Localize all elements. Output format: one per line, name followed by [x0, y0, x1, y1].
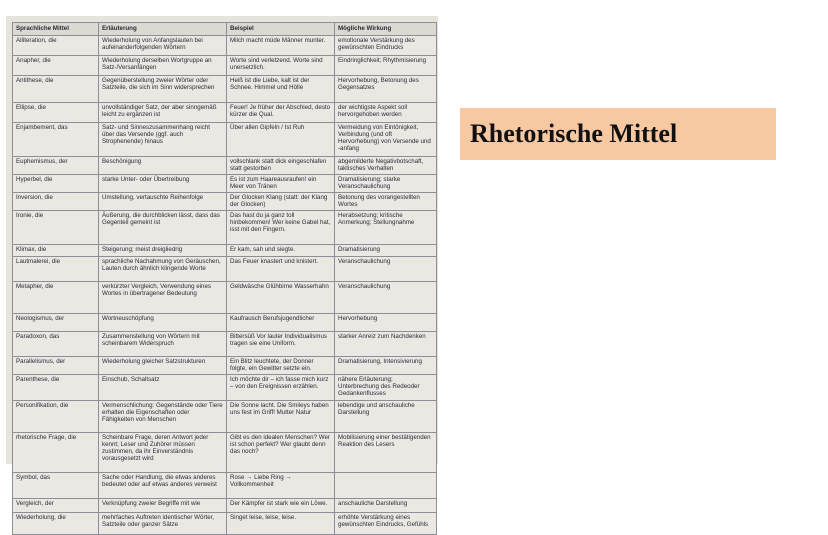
cell-device: Parallelismus, der — [13, 357, 99, 375]
table-row — [13, 175, 437, 193]
cell-device: Vergleich, der — [13, 499, 99, 513]
table-row — [13, 56, 437, 76]
cell-explanation: Zusammenstellung von Wörtern mit scheinbarem Widerspruch — [99, 332, 227, 357]
cell-explanation: Wortneuschöpfung — [99, 314, 227, 332]
cell-device: Personifikation, die — [13, 401, 99, 433]
cell-example: Worte sind verletzend. Worte sind unersetzlich. — [227, 56, 335, 76]
cell-device: Antithese, die — [13, 76, 99, 103]
cell-device: Parenthese, die — [13, 375, 99, 401]
cell-device: Ellipse, die — [13, 103, 99, 123]
cell-example: Der Kämpfer ist stark wie ein Löwe. — [227, 499, 335, 513]
cell-explanation: unvollständiger Satz, der aber sinngemäß leicht zu ergänzen ist — [99, 103, 227, 123]
cell-example: Rose → Liebe Ring → Vollkommenheit — [227, 473, 335, 499]
cell-effect: Betonung des vorangestellten Wortes — [335, 193, 437, 211]
table-row — [13, 473, 437, 499]
cell-explanation: Wiederholung gleicher Satzstrukturen — [99, 357, 227, 375]
cell-example: Das hast du ja ganz toll hinbekommen! Wer keine Gabel hat, isst mit den Fingern. — [227, 211, 335, 245]
cell-example: Er kam, sah und siegte. — [227, 245, 335, 257]
cell-example: Es ist zum Haareausraufen! ein Meer von Tränen — [227, 175, 335, 193]
cell-example: vollschlank statt dick eingeschlafen statt gestorben — [227, 157, 335, 175]
cell-effect — [335, 473, 437, 499]
cell-device: Paradoxon, das — [13, 332, 99, 357]
cell-explanation: Steigerung; meist dreigliedrig — [99, 245, 227, 257]
table-row — [13, 123, 437, 157]
cell-explanation: Verknüpfung zweier Begriffe mit wie — [99, 499, 227, 513]
cell-example: Heiß ist die Liebe, kalt ist der Schnee. Himmel und Hölle — [227, 76, 335, 103]
cell-effect: Dramatisierung — [335, 245, 437, 257]
cell-effect: emotionale Verstärkung des gewünschten Eindrucks — [335, 36, 437, 56]
table-row — [13, 211, 437, 245]
cell-device: Ironie, die — [13, 211, 99, 245]
cell-explanation: verkürzter Vergleich, Verwendung eines Wortes in übertragener Bedeutung — [99, 282, 227, 314]
cell-explanation: Wiederholung von Anfangslauten bei aufeinanderfolgenden Wörtern — [99, 36, 227, 56]
cell-example: Geldwäsche Glühbirne Wasserhahn — [227, 282, 335, 314]
cell-example: Feuer! Je früher der Abschied, desto kürzer die Qual. — [227, 103, 335, 123]
table-row — [13, 513, 437, 535]
table-row — [13, 282, 437, 314]
cell-device: Enjambement, das — [13, 123, 99, 157]
cell-effect: Herabsetzung; kritische Anmerkung; Stellungnahme — [335, 211, 437, 245]
cell-explanation: Wiederholung derselben Wortgruppe an Satz-/Versanfängen — [99, 56, 227, 76]
table-row — [13, 36, 437, 56]
cell-effect: abgemilderte Negativbotschaft, taktisches Verhalten — [335, 157, 437, 175]
cell-device: Hyperbel, die — [13, 175, 99, 193]
cell-example: Der Glocken Klang (statt: der Klang der Glocken) — [227, 193, 335, 211]
table-row — [13, 375, 437, 401]
cell-effect: der wichtigste Aspekt soll hervorgehoben werden — [335, 103, 437, 123]
table-row — [13, 245, 437, 257]
title-box — [460, 108, 776, 160]
cell-example: Über allen Gipfeln / Ist Ruh — [227, 123, 335, 157]
table-row — [13, 76, 437, 103]
page-title: Rhetorische Mittel — [470, 119, 678, 148]
cell-explanation: Einschub, Schaltsatz — [99, 375, 227, 401]
cell-explanation: Sache oder Handlung, die etwas anderes bedeutet oder auf etwas anderes verweist — [99, 473, 227, 499]
table-row — [13, 401, 437, 433]
cell-explanation: Umstellung, vertauschte Reihenfolge — [99, 193, 227, 211]
header-device: Sprachliche Mittel — [13, 23, 99, 36]
header-example: Beispiel — [227, 23, 335, 36]
cell-effect: starker Anreiz zum Nachdenken — [335, 332, 437, 357]
cell-explanation: Satz- und Sinneszusammenhang reicht über das Versende (ggf. auch Strophenende) hinaus — [99, 123, 227, 157]
table-row — [13, 257, 437, 282]
rhetoric-table — [12, 22, 437, 535]
cell-device: Klimax, die — [13, 245, 99, 257]
table-row — [13, 357, 437, 375]
cell-effect: erhöhte Verstärkung eines gewünschten Eindrucks, Gefühls — [335, 513, 437, 535]
cell-explanation: sprachliche Nachahmung von Geräuschen, Lauten durch ähnlich klingende Worte — [99, 257, 227, 282]
cell-example: Bittersüß Vor lauter Individualismus tragen sie eine Uniform. — [227, 332, 335, 357]
cell-explanation: starke Unter- oder Übertreibung — [99, 175, 227, 193]
cell-explanation: Scheinbare Frage, deren Antwort jeder kennt; Leser und Zuhörer müssen zustimmen, da ihr Einverständnis vorausgesetzt wird — [99, 433, 227, 473]
cell-example: Singet leise, leise, leise. — [227, 513, 335, 535]
cell-example: Milch macht müde Männer munter. — [227, 36, 335, 56]
cell-effect: Dramatisierung, Intensivierung — [335, 357, 437, 375]
header-effect: Mögliche Wirkung — [335, 23, 437, 36]
cell-explanation: Gegenüberstellung zweier Wörter oder Satzteile, die sich im Sinn widersprechen — [99, 76, 227, 103]
cell-device: Lautmalerei, die — [13, 257, 99, 282]
table-row — [13, 499, 437, 513]
cell-device: Alliteration, die — [13, 36, 99, 56]
cell-explanation: Beschönigung — [99, 157, 227, 175]
table-row — [13, 103, 437, 123]
cell-device: rhetorische Frage, die — [13, 433, 99, 473]
cell-effect: Dramatisierung; starke Veranschaulichung — [335, 175, 437, 193]
cell-explanation: Äußerung, die durchblicken lässt, dass das Gegenteil gemeint ist — [99, 211, 227, 245]
cell-effect: anschauliche Darstellung — [335, 499, 437, 513]
cell-effect: lebendige und anschauliche Darstellung — [335, 401, 437, 433]
cell-device: Symbol, das — [13, 473, 99, 499]
cell-explanation: mehrfaches Auftreten identischer Wörter, Satzteile oder ganzer Sätze — [99, 513, 227, 535]
cell-effect: nähere Erläuterung; Unterbrechung des Redeoder Gedankenflusses — [335, 375, 437, 401]
table-row — [13, 193, 437, 211]
table-header-row — [13, 23, 437, 36]
cell-example: Ich möchte dir – ich fasse mich kurz – von den Ereignissen erzählen. — [227, 375, 335, 401]
cell-effect: Hervorhebung, Betonung des Gegensatzes — [335, 76, 437, 103]
scanned-table-image — [6, 16, 438, 529]
cell-device: Metapher, die — [13, 282, 99, 314]
cell-example: Die Sonne lacht. Die Smileys haben uns fest im Griff! Mutter Natur — [227, 401, 335, 433]
cell-example: Das Feuer knastert und knistert. — [227, 257, 335, 282]
cell-effect: Mobilisierung einer bestätigenden Reaktion des Lesers — [335, 433, 437, 473]
cell-effect: Hervorhebung — [335, 314, 437, 332]
cell-effect: Veranschaulichung — [335, 257, 437, 282]
cell-example: Kaufrausch Berufsjugendlicher — [227, 314, 335, 332]
cell-effect: Veranschaulichung — [335, 282, 437, 314]
cell-explanation: Vermenschlichung: Gegenstände oder Tiere erhalten die Eigenschaften oder Fähigkeiten von Menschen — [99, 401, 227, 433]
cell-device: Neologismus, der — [13, 314, 99, 332]
table-row — [13, 433, 437, 473]
cell-device: Euphemismus, der — [13, 157, 99, 175]
table-row — [13, 314, 437, 332]
cell-example: Ein Blitz leuchtete, der Donner folgte, ein Gewitter setzte ein. — [227, 357, 335, 375]
cell-effect: Vermeidung von Eintönigkeit, Verbindung (und oft Hervorhebung) von Versende und -anfang — [335, 123, 437, 157]
header-explanation: Erläuterung — [99, 23, 227, 36]
cell-device: Wiederholung, die — [13, 513, 99, 535]
table-row — [13, 157, 437, 175]
cell-example: Gibt es den idealen Menschen? Wer ist schon perfekt? Wer glaubt denn das noch? — [227, 433, 335, 473]
cell-device: Anapher, die — [13, 56, 99, 76]
cell-device: Inversion, die — [13, 193, 99, 211]
table-row — [13, 332, 437, 357]
cell-effect: Eindringlichkeit; Rhythmisierung — [335, 56, 437, 76]
